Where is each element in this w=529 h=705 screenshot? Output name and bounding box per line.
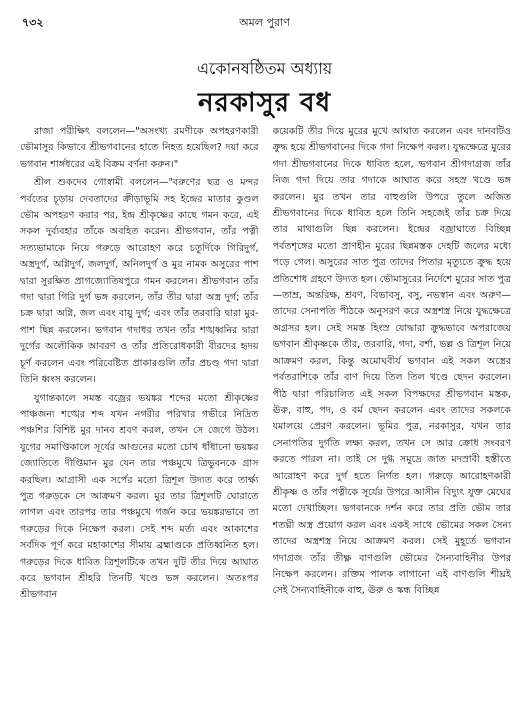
section-title: নরকাসুর বধ	[197, 88, 332, 118]
right-column	[273, 124, 512, 697]
paragraph: যুগান্তকালে সমস্ত বজ্রের ভয়ঙ্কর শব্দের মতো শ্রীকৃষ্ণের পাঞ্চজন্য শঙ্খের শব্দ যখন নগরীর পরিখার গভীরে নিদ্রিত পঞ্চশির বিশিষ্ট মুর দানব শ্রবণ করল, তখন সে জেগে উঠল। যুগের সমাপ্তিকালে সূর্যের আগুনের মতো চোখ ধাঁধানো ভয়ঙ্কর জ্যোতিতে দীপ্তিমান মুর যেন তার পঞ্চমুখে ত্রিভুবনকে গ্রাস করছিল। আগ্রাসী এক সর্পের মতো ত্রিশূল উদ্যত করে তার্ক্ষ্য পুত্র গরুড়কে সে আক্রমণ করল। মুর তার ত্রিশূলটি ঘোরাতে লাগল এবং তারপর তার পঞ্চমুখে গর্জন করে ভয়ঙ্করভাবে তা গরুড়ের দিকে নিক্ষেপ করল। সেই শব্দ মর্ত্য এবং আকাশের সর্বদিক পূর্ণ করে মহাকাশের সীমায় ব্রহ্মাণ্ডকে প্রতিধ্বনিত হল। গরুড়ের দিকে ধাবিত ত্রিশূলটিকে তখন দুটি তীর দিয়ে আঘাত করে ভগবান শ্রীহরি তিনটি খণ্ডে ভঙ্গ করলেন। অতঃপর শ্রীভগবান	[20, 392, 259, 601]
running-head: অমল পুরাণ	[239, 16, 290, 29]
paragraph: কয়েকটি তীর দিয়ে মুরের মুখে আঘাত করলেন এবং দানবটিও ক্রুদ্ধ হয়ে শ্রীভগবানের দিকে গদা নিক্ষেপ করল। যুদ্ধক্ষেত্রে মুরের গদা শ্রীভগবানের দিকে ধাবিত হলে, ভগবান শ্রীগদাগ্রজ তাঁর নিজ গদা দিয়ে তার গদাকে আঘাত করে সহস্র খণ্ডে ভঙ্গ করলেন। মুর তখন তার বাহুগুলি উপরে তুলে অজিত শ্রীভগবানের দিকে ধাবিত হলে তিনি সহজেই তাঁর চক্র দিয়ে তার মাথাগুলি ছিন্ন করলেন। ইন্দ্রের বজ্রাঘাতে বিচ্ছিন্ন পর্বতশৃঙ্গের মতো প্রাণহীন মুরের ছিন্নমস্তক দেহটি জলের মধ্যে পড়ে গেল। অসুরের সাত পুত্র তাদের পিতার মৃত্যুতে ক্রুদ্ধ হয়ে প্রতিশোধ গ্রহণে উদ্যত হল। ভৌমাসুরের নির্দেশে মুরের সাত পুত্র—তাম্র, অন্তরিক্ষ, শ্রবণ, বিভাবসু, বসু, নভস্বান এবং অরুণ—তাদের সেনাপতি পীঠকে অনুসরণ করে অস্ত্রশস্ত্র নিয়ে যুদ্ধক্ষেত্রে অগ্রসর হল। সেই সমস্ত হিংস্র যোদ্ধারা ক্রুদ্ধভাবে অপরাজেয় ভগবান শ্রীকৃষ্ণকে তীর, তরবারি, গদা, বর্শা, ভল্ল ও ত্রিশূল নিয়ে আক্রমণ করল, কিন্তু অমোঘবীর্য ভগবান এই সকল অস্ত্রের পর্বতরাশিকে তাঁর বাণ দিয়ে তিল তিল খণ্ডে ছেদন করলেন। পীঠ দ্বারা পরিচালিত এই সকল বিপক্ষদের শ্রীভগবান মস্তক, ঊরু, বাহু, পদ, ও বর্ম ছেদন করলেন এবং তাদের সকলকে যমালয়ে প্রেরণ করলেন। ভূমির পুত্র, নরকাসুর, যখন তার সেনাপতির দুর্গতি লক্ষ্য করল, তখন সে আর ক্রোধ সংবরণ করতে পারল না। তাই সে দুগ্ধ সমুদ্রে জাত মদস্রাবী হস্তীতে আরোহণ করে দুর্গ হতে নির্গত হল। গরুড়ে আরোহণকারী শ্রীকৃষ্ণ ও তাঁর পত্নীকে সূর্যের উপরে আসীন বিদ্যুৎ যুক্ত মেঘের মতো দেখাচ্ছিল। ভগবানকে দর্শন করে তার প্রতি ভৌম তার শতঘ্নী অস্ত্র প্রয়োগ করল এবং একই সাথে ভৌমের সকল সৈন্য তাদের অস্ত্রশস্ত্র নিয়ে আক্রমণ করল। সেই মুহূর্তে ভগবান গদাগ্রজ তাঁর তীক্ষ্ণ বাণগুলি ভৌমের সৈন্যবাহিনীর উপর নিক্ষেপ করলেন। রক্তিম পালক লাগানো এই বাণগুলি শীঘ্রই সেই সৈন্যবাহিনীকে বাহু, ঊরু ও স্কন্ধ বিচ্ছিন্ন	[272, 126, 511, 597]
paragraph: শ্রীল শুকদেব গোস্বামী বললেন—"বরুণের ছত্র ও মন্দর পর্বতের চূড়ায় দেবতাদের ক্রীড়াভূমি সহ ইন্দ্রের মাতার কুণ্ডল ভৌম অপহরণ করার পর, ইন্দ্র শ্রীকৃষ্ণের কাছে গমন করে, এই সকল দুর্ব্যবহার তাঁকে অবহিত করেন। শ্রীভগবান, তাঁর পত্নী সত্যভামাকে নিয়ে গরুড়ে আরোহণ করে চতুর্দিকে গিরিদুর্গ, অস্ত্রদুর্গ, অগ্নিদুর্গ, জলদুর্গ, অনিলদুর্গ ও মুর নামক অসুরের পাশ দ্বারা সুরক্ষিত প্রাগজ্যোতিষপুরে গমন করলেন। শ্রীভগবান তাঁর গদা দ্বারা গিরি দুর্গ ভঙ্গ করলেন, তাঁর তীর দ্বারা অস্ত্র দুর্গ; তাঁর চক্র দ্বারা অগ্নি, জল এবং বায়ু দুর্গ; এবং তাঁর তরবারি দ্বারা মুর-পাশ ছিন্ন করলেন। ভগবান গদাধর তখন তাঁর শঙ্খধ্বনির দ্বারা দুর্গের অলৌকিক আবরণ ও তাঁর প্রতিরোধকারী বীরদের হৃদয় চূর্ণ করলেন এবং পরিবেষ্টিত প্রাকারগুলি তাঁর প্রচণ্ড গদা দ্বারা তিনি ধ্বংস করলেন।	[20, 177, 259, 386]
text-columns	[20, 124, 511, 697]
paragraph: রাজা পরীক্ষিৎ বললেন—"অসংখ্য রমণীকে অপহরণকারী ভৌমাসুর কিভাবে শ্রীভগবানের হাতে নিহত হয়েছিল? দয়া করে ভগবান শার্ঙ্গধরের এই বিক্রম বর্ণনা করুন।"	[20, 126, 259, 170]
chapter-title: একোনষষ্ঠিতম অধ্যায়	[196, 59, 333, 78]
left-column	[20, 124, 259, 697]
page-number: ৭৩২	[22, 16, 44, 29]
